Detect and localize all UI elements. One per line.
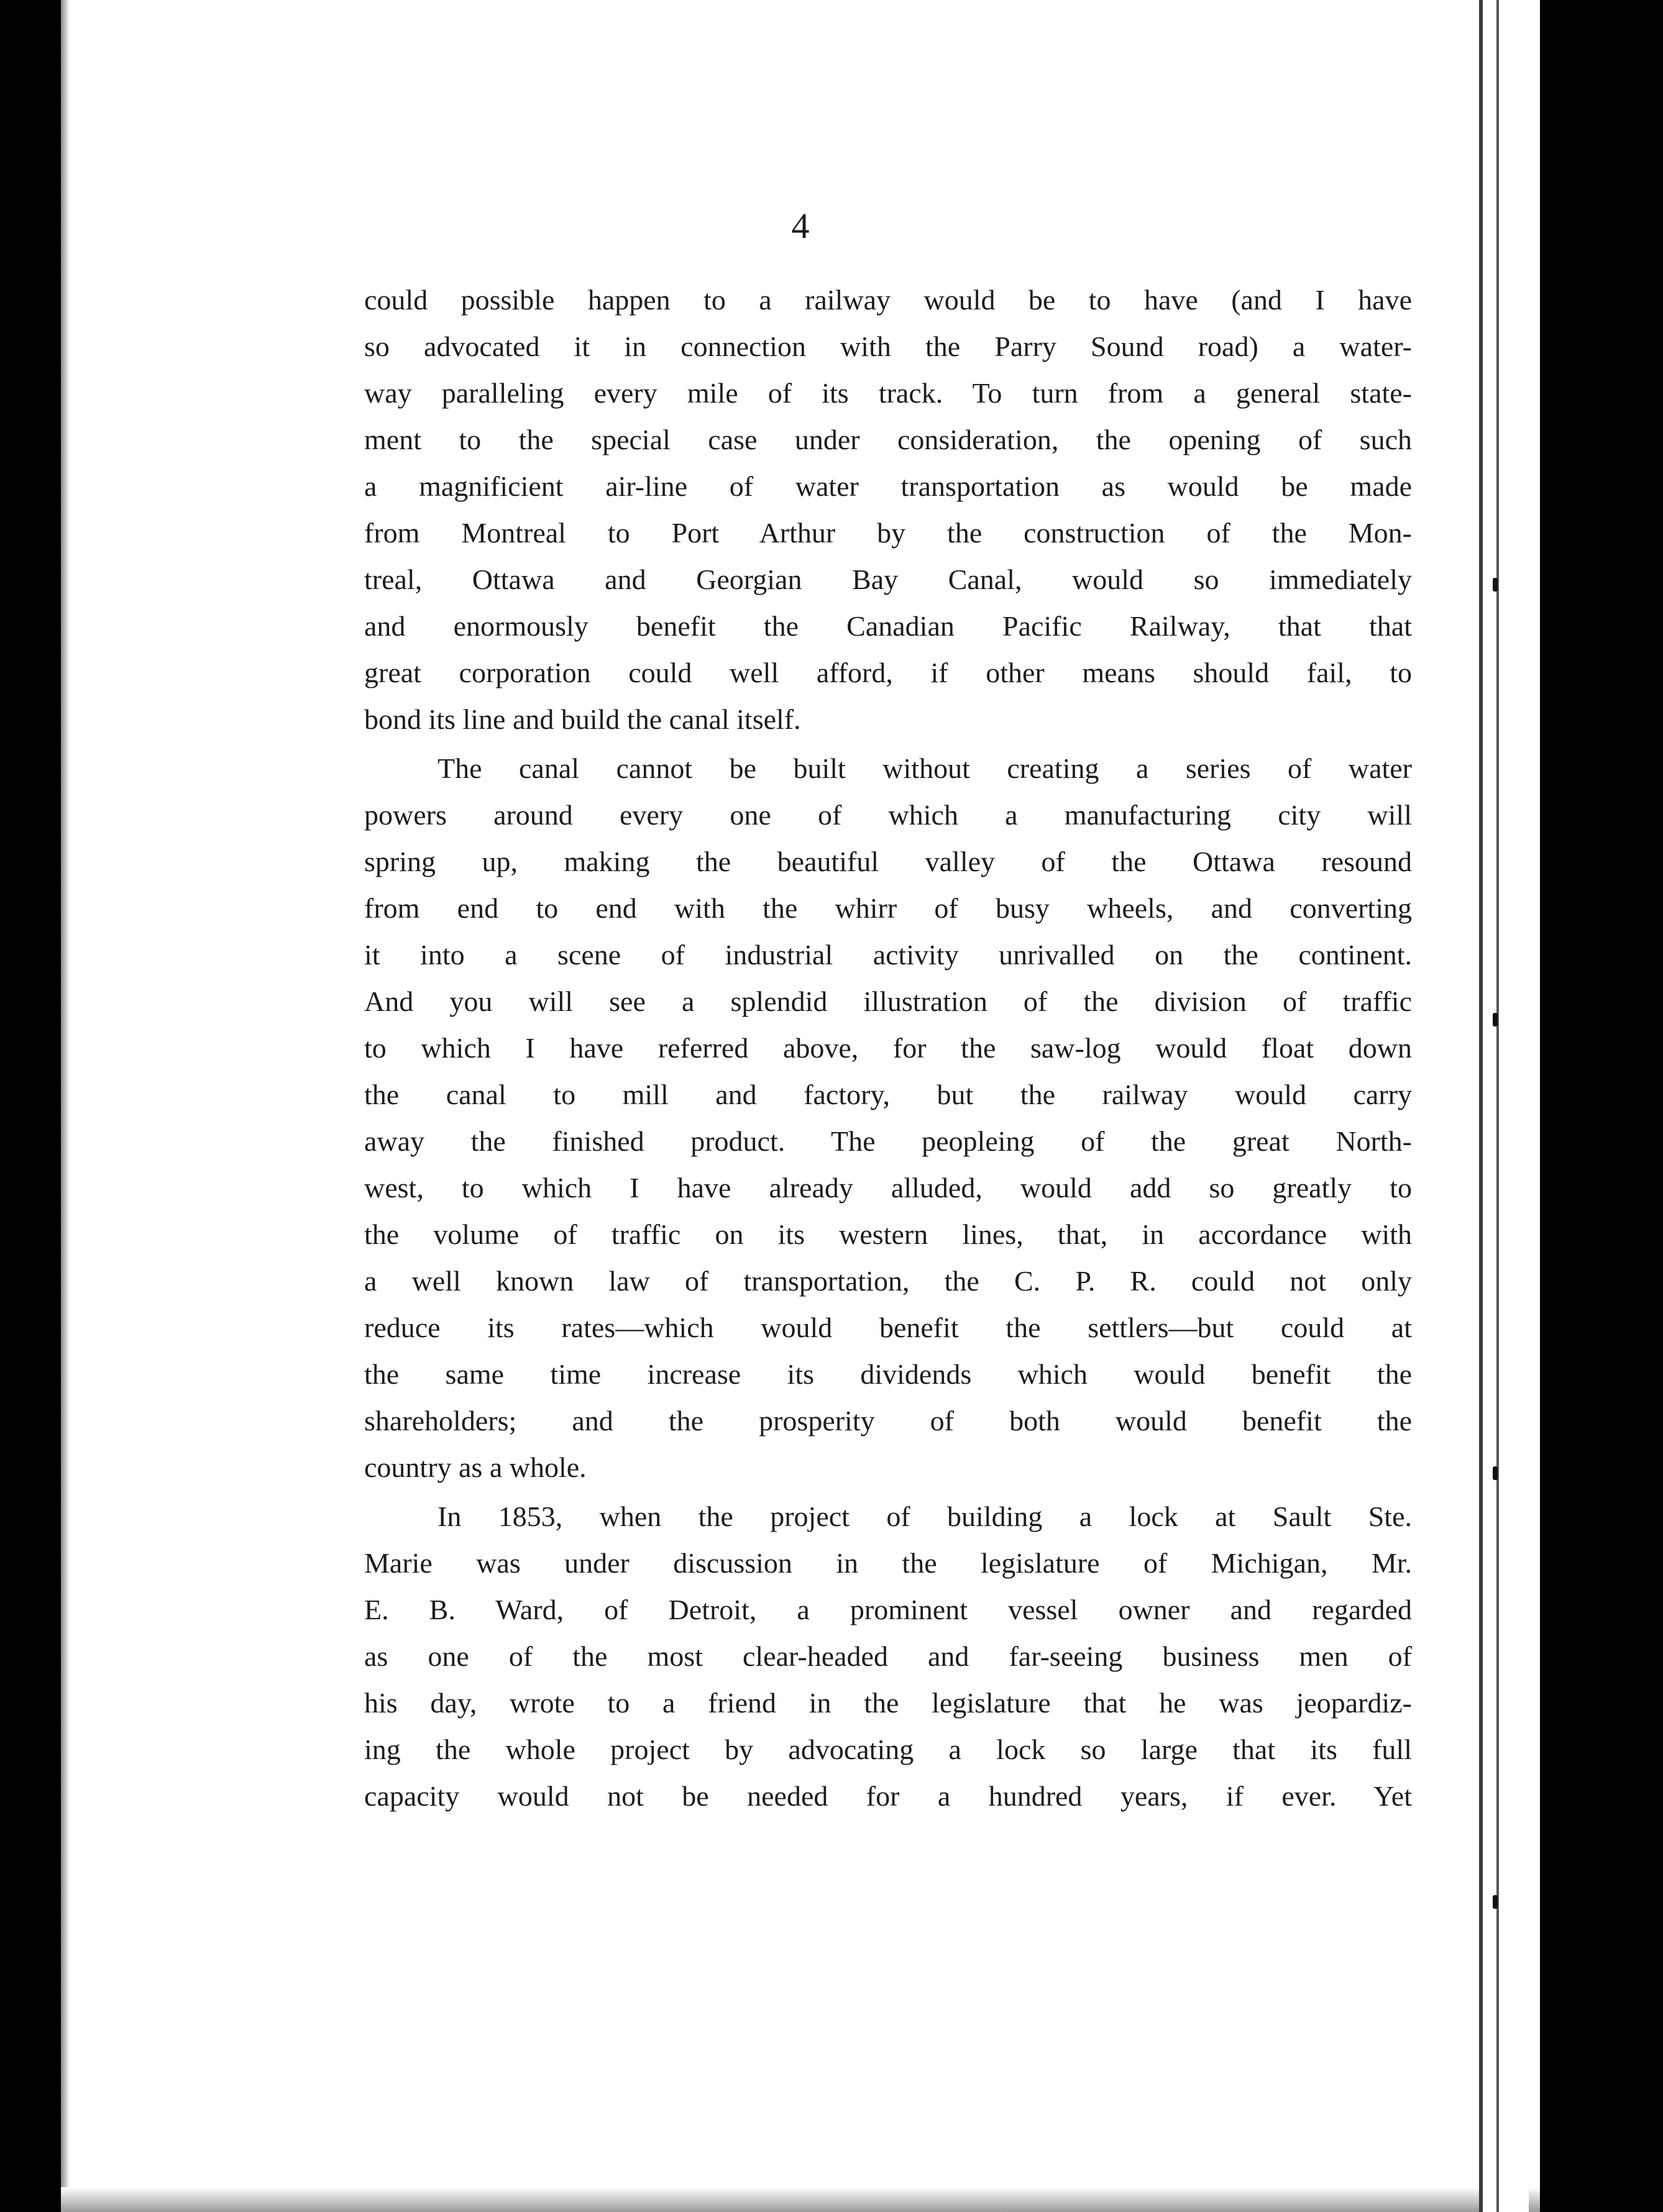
binding-mark	[1493, 1895, 1498, 1909]
binding-mark	[1493, 578, 1498, 592]
page-bottom-edge	[61, 2187, 1540, 2212]
document-page	[61, 0, 1540, 2212]
text-line: his day, wrote to a friend in the legislature that he was jeopardiz-	[364, 1687, 1412, 1719]
text-line: west, to which I have already alluded, would add so greatly to	[364, 1172, 1412, 1204]
text-line: And you will see a splendid illustration of the division of traffic	[364, 985, 1412, 1017]
text-line: the same time increase its dividends which would benefit the	[364, 1358, 1412, 1390]
text-line: and enormously benefit the Canadian Pacific Railway, that that	[364, 610, 1412, 642]
text-line: the canal to mill and factory, but the railway would carry	[364, 1079, 1412, 1110]
text-line: reduce its rates—which would benefit the settlers—but could at	[364, 1312, 1412, 1343]
text-line: treal, Ottawa and Georgian Bay Canal, would so immediately	[364, 564, 1412, 595]
text-line: ment to the special case under consideration, the opening of such	[364, 424, 1412, 455]
text-line: so advocated it in connection with the Parry Sound road) a water-	[364, 331, 1412, 362]
text-line: E. B. Ward, of Detroit, a prominent vessel owner and regarded	[364, 1594, 1412, 1625]
text-line: In 1853, when the project of building a lock at Sault Ste.	[438, 1501, 1412, 1532]
text-line: capacity would not be needed for a hundred years, if ever. Yet	[364, 1780, 1412, 1812]
text-line: away the finished product. The peopleing of the great North-	[364, 1125, 1412, 1157]
text-line: it into a scene of industrial activity unrivalled on the continent.	[364, 939, 1412, 971]
text-line: bond its line and build the canal itself.	[364, 703, 801, 735]
text-line: ing the whole project by advocating a lock so large that its full	[364, 1734, 1412, 1765]
book-binding	[1479, 0, 1529, 2212]
paragraph-1	[364, 276, 1412, 743]
text-line: spring up, making the beautiful valley of the Ottawa resound	[364, 846, 1412, 877]
text-line: great corporation could well afford, if other means should fail, to	[364, 657, 1412, 688]
body-text	[364, 276, 1412, 1819]
text-line: way paralleling every mile of its track. To turn from a general state-	[364, 377, 1412, 409]
paragraph-3	[364, 1493, 1412, 1819]
text-line: from end to end with the whirr of busy wheels, and converting	[364, 892, 1412, 924]
text-line: from Montreal to Port Arthur by the construction of the Mon-	[364, 517, 1412, 549]
text-line: could possible happen to a railway would be to have (and I have	[364, 284, 1412, 316]
text-line: powers around every one of which a manufacturing city will	[364, 799, 1412, 831]
text-line: country as a whole.	[364, 1451, 587, 1483]
text-line: a well known law of transportation, the C. P. R. could not only	[364, 1265, 1412, 1297]
text-line: as one of the most clear-headed and far-seeing business men of	[364, 1640, 1412, 1672]
page-number: 4	[791, 206, 810, 246]
scan-speck	[2, 186, 14, 198]
text-line: a magnificient air-line of water transportation as would be made	[364, 470, 1412, 502]
text-line: Marie was under discussion in the legislature of Michigan, Mr.	[364, 1547, 1412, 1579]
text-line: to which I have referred above, for the saw-log would float down	[364, 1032, 1412, 1064]
text-line: the volume of traffic on its western lines, that, in accordance with	[364, 1218, 1412, 1250]
binding-mark	[1493, 1466, 1498, 1480]
text-line: shareholders; and the prosperity of both would benefit the	[364, 1405, 1412, 1437]
binding-mark	[1493, 1013, 1498, 1026]
page-left-edge	[61, 0, 70, 2212]
binding-line	[1496, 0, 1499, 2212]
text-line: The canal cannot be built without creating a series of water	[438, 752, 1412, 784]
paragraph-2	[364, 745, 1412, 1491]
